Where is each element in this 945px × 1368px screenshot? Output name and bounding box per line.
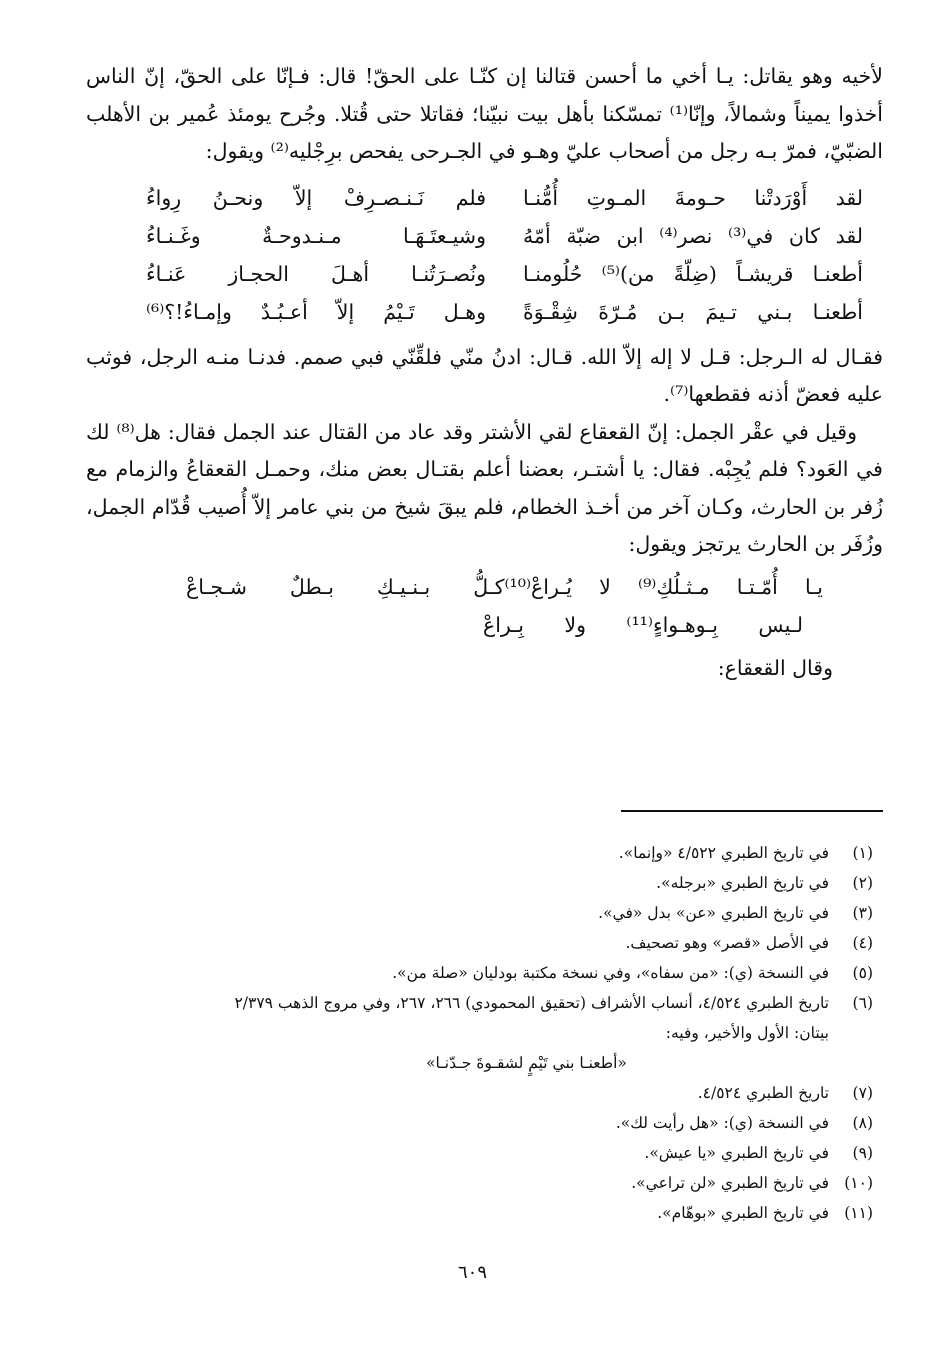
footnote-11 xyxy=(60,1198,883,1228)
hemistich-second: وهـل تَـيْمُ إلاّ أعـبُـدٌ وإمـاءُ!؟⁽⁶⁾ xyxy=(146,299,486,324)
footnote-divider xyxy=(621,810,883,812)
footnote-number: (٩) xyxy=(852,1144,873,1162)
footnote-text: في الأصل «قصر» وهو تصحيف. xyxy=(625,934,829,952)
hemistich-first: لقد أَوْرَدتْنا حـومةَ المـوتِ أُمُّنـا xyxy=(523,185,863,210)
footnote-text: تاريخ الطبري ٤/٥٢٤. xyxy=(697,1084,829,1102)
main-text xyxy=(86,58,883,687)
hemistich-second: ونُصـرَتُنـا أهـلَ الحجـاز عَنـاءُ xyxy=(146,261,486,286)
hemistich-first: لقد كان في⁽³⁾ نصر⁽⁴⁾ ابن ضبّة أمّهُ xyxy=(523,223,863,248)
poem xyxy=(86,179,883,331)
page-number: ٦٠٩ xyxy=(457,1262,487,1283)
footnote-8 xyxy=(60,1108,883,1138)
footnote-number: (٢) xyxy=(852,874,873,892)
paragraph-1: لأخيه وهو يقاتل: يـا أخي ما أحسن قتالنا إن كنّـا على الحقّ! قال: فـإنّا على الحقّ، إنّ الناس أخذوا يميناً وشمالاً، وإنّا⁽¹⁾ تمسّكنا بأهل بيت نبيّنا؛ فقاتلا حتى قُتلا. وجُرح يومئذ عُمير بن الأهلب الضبّيّ، فمرّ بـه رجل من أصحاب عليّ وهـو في الجـرحى يفحص برِجْليه⁽²⁾ ويقول: xyxy=(86,64,883,163)
closing-line: وقال القعقاع: xyxy=(717,655,833,680)
hemistich-first: أطعنـا قريشـاً (ضِلّةً من)⁽⁵⁾ حُلُومنـا xyxy=(523,261,863,286)
poem-verse-3 xyxy=(86,255,883,293)
footnote-number: (٨) xyxy=(852,1114,873,1132)
footnotes xyxy=(60,838,883,1228)
footnote-number: (١) xyxy=(852,844,873,862)
footnote-2 xyxy=(60,868,883,898)
hemistich-second: فلم نَـنـصـرِفْ إلاّ ونحـنُ رِواءُ xyxy=(146,185,486,210)
footnote-number: (٥) xyxy=(852,964,873,982)
footnote-1 xyxy=(60,838,883,868)
footnote-number: (٣) xyxy=(852,904,873,922)
paragraph-2: فقـال له الـرجل: قـل لا إله إلاّ الله. قـال: ادنُ منّي فلقِّنّي فبي صمم. فدنـا منـه الرجل، فوثب عليه فعضّ أذنه فقطعها⁽⁷⁾. xyxy=(86,344,883,406)
footnote-6-quote: «أطعنـا بني تَيْمٍ لشقـوةَ جـدّنـا» xyxy=(426,1054,627,1072)
footnote-text: في النسخة (ي): «هل رأيت لك». xyxy=(615,1114,829,1132)
rajaz-verse-2 xyxy=(86,606,883,644)
footnote-3 xyxy=(60,898,883,928)
footnote-text: في تاريخ الطبري «لن تراعي». xyxy=(631,1174,829,1192)
poem-verse-4 xyxy=(86,293,883,331)
footnote-number: (١٠) xyxy=(844,1174,873,1192)
footnote-text: في تاريخ الطبري «برجله». xyxy=(656,874,829,892)
footnote-text: في تاريخ الطبري «يا عيش». xyxy=(644,1144,829,1162)
rajaz-verses xyxy=(86,568,883,644)
footnote-5 xyxy=(60,958,883,988)
footnote-4 xyxy=(60,928,883,958)
footnote-text: في النسخة (ي): «من سفاه»، وفي نسخة مكتبة بودليان «صلة من». xyxy=(392,964,829,982)
footnote-text: في تاريخ الطبري ٤/٥٢٢ «وإنما». xyxy=(618,844,829,862)
footnote-number: (٦) xyxy=(852,994,873,1012)
footnote-7 xyxy=(60,1078,883,1108)
footnote-text: تاريخ الطبري ٤/٥٢٤، أنساب الأشراف (تحقيق المحمودي) ٢٦٦، ٢٦٧، وفي مروج الذهب ٢/٣٧٩ xyxy=(234,994,829,1012)
footnote-number: (٧) xyxy=(852,1084,873,1102)
footnote-6-continuation: بيتان: الأول والأخير، وفيه: xyxy=(665,1024,829,1042)
footnote-text: في تاريخ الطبري «عن» بدل «في». xyxy=(598,904,829,922)
footnote-10 xyxy=(60,1168,883,1198)
footnote-number: (٤) xyxy=(852,934,873,952)
paragraph-3: وقيل في عقْر الجمل: إنّ القعقاع لقي الأشتر وقد عاد من القتال عند الجمل فقال: هل⁽⁸⁾ لك في العَود؟ فلم يُجِبْه. فقال: يا أشتـر، بعضنا أعلم بقتـال بعض منك، وحمـل القعقاعُ والزمام مع زُفر بن الحارث، وكـان آخر من أخـذ الخطام، فلم يبقَ شيخ من بني عامر إلاّ أُصيب قُدّام الجمل، وزُفَر بن الحارث يرتجز ويقول: xyxy=(86,419,883,556)
poem-verse-2 xyxy=(86,217,883,255)
rajaz-verse-1 xyxy=(86,568,883,606)
poem-verse-1 xyxy=(86,179,883,217)
hemistich-second: وشيـعتَـهَـا مـنـدوحـةٌ وغَـنـاءُ xyxy=(146,223,486,248)
hemistich-first: يـا أُمّـتـا مـثـلُكِ⁽⁹⁾ لا يُـراعْ⁽¹⁰⁾ xyxy=(504,574,823,599)
hemistich-first: لـيس بِـوهـواءٍ⁽¹¹⁾ ولا بِـراعْ xyxy=(483,612,804,637)
footnote-6 xyxy=(60,988,883,1018)
footnote-9 xyxy=(60,1138,883,1168)
footnote-number: (١١) xyxy=(844,1204,873,1222)
footnote-text: في تاريخ الطبري «بوهّام». xyxy=(657,1204,829,1222)
hemistich-first: أطعنـا بـني تـيمَ بـن مُـرّةَ شِقْـوَةً xyxy=(523,299,863,324)
hemistich-second: كـلُّ بـنـيـكِ بـطلٌ شـجـاعْ xyxy=(186,574,505,599)
